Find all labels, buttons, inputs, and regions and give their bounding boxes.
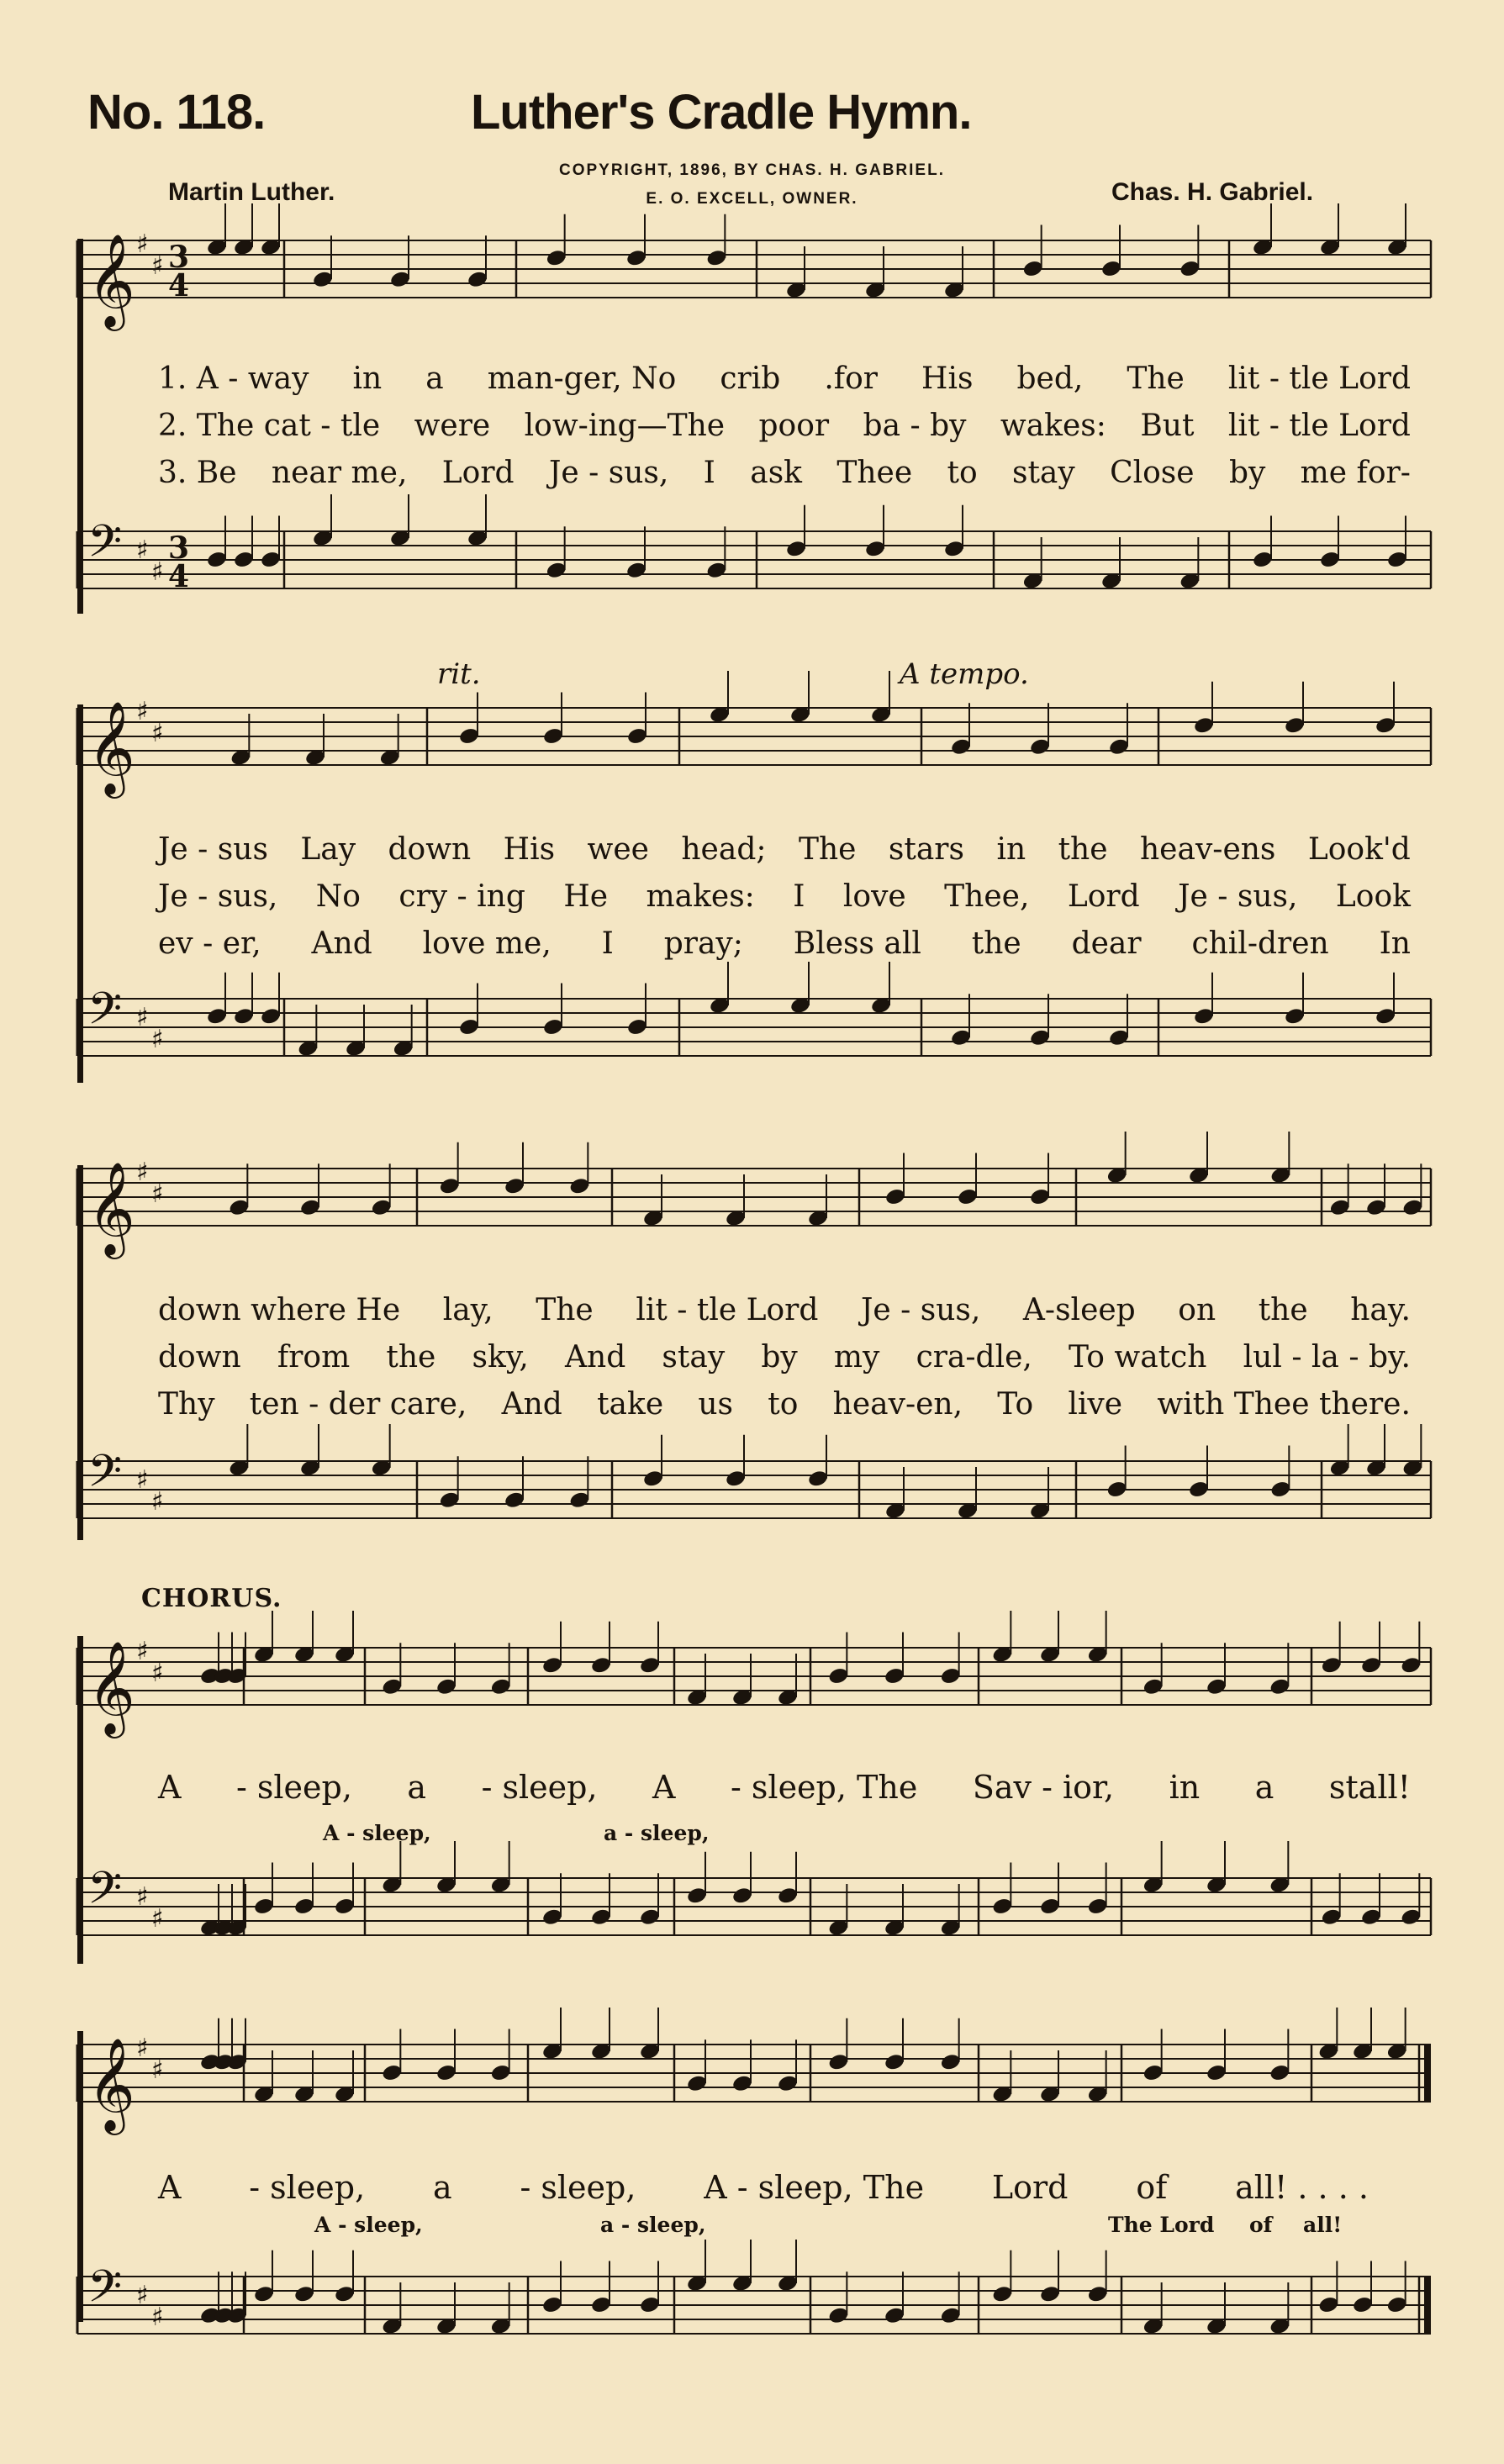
lyric-syllable: a — [425, 361, 444, 396]
treble-clef-icon: 𝄞 — [87, 1161, 135, 1255]
chorus-syllable: of — [1136, 2169, 1168, 2206]
bass-clef-icon: 𝄢 — [87, 2261, 123, 2324]
lyric-syllable: the — [386, 1340, 436, 1374]
lyric-syllable: bed, — [1016, 361, 1084, 396]
lyric-syllable: down — [158, 1340, 241, 1374]
lyric-syllable: the — [971, 926, 1021, 961]
verse-1-line-1 — [158, 361, 1411, 396]
lyric-syllable: His — [503, 832, 556, 867]
lyric-syllable: But — [1140, 409, 1195, 443]
a-tempo-mark: A tempo. — [900, 657, 1029, 691]
chorus-syllable: - sleep, — [249, 2169, 366, 2206]
time-signature-top: 3 — [168, 240, 190, 275]
verse-2-line-2 — [158, 879, 1411, 914]
lyric-syllable: In — [1379, 926, 1411, 961]
lyric-syllable: lay, — [442, 1293, 493, 1327]
lyric-syllable: To — [997, 1387, 1034, 1422]
verse-1-line-3 — [158, 1293, 1411, 1327]
sharp-icon: ♯ — [136, 1158, 149, 1187]
sharp-icon: ♯ — [136, 1465, 149, 1495]
lyric-syllable: And — [565, 1340, 626, 1374]
chorus-syllable: stall! — [1328, 1769, 1411, 1806]
lyric-syllable: the — [1058, 832, 1108, 867]
lyric-syllable: lit - tle Lord — [1227, 409, 1411, 443]
lyric-syllable: to — [947, 456, 978, 490]
lyric-syllable: down — [388, 832, 472, 867]
bass-clef-icon: 𝄢 — [87, 516, 123, 578]
sharp-icon: ♯ — [136, 697, 149, 726]
lyric-syllable: in — [996, 832, 1026, 867]
time-signature-bottom: 4 — [168, 559, 190, 594]
chorus-syllable: A — [158, 1769, 182, 1806]
hymn-number: No. 118. — [87, 85, 266, 140]
lyric-syllable: The — [1127, 361, 1185, 396]
treble-clef-icon: 𝄞 — [87, 233, 135, 327]
chorus-syllable: A — [158, 2169, 182, 2206]
sharp-icon: ♯ — [136, 536, 149, 565]
verse-3-line-2 — [158, 926, 1411, 961]
chorus-echo-2e: all! — [1303, 2213, 1343, 2237]
lyric-syllable: Thee — [836, 456, 913, 490]
lyric-syllable: love me, — [422, 926, 551, 961]
lyric-syllable: I — [601, 926, 614, 961]
chorus-echo-1a: A - sleep, — [323, 1821, 431, 1845]
lyric-syllable: the — [1258, 1293, 1308, 1327]
copyright-line: COPYRIGHT, 1896, BY CHAS. H. GABRIEL. — [558, 161, 945, 179]
lyricist: Martin Luther. — [168, 178, 335, 206]
lyric-syllable: stay — [662, 1340, 726, 1374]
chorus-syllable: all! . . . . — [1235, 2169, 1369, 2206]
sharp-icon: ♯ — [136, 2034, 149, 2063]
chorus-echo-2a: A - sleep, — [314, 2213, 423, 2237]
lyric-syllable: Bless all — [793, 926, 921, 961]
treble-clef-icon: 𝄞 — [87, 1640, 135, 1734]
verse-2-line-3 — [158, 1340, 1411, 1374]
lyric-syllable: A-sleep — [1022, 1293, 1136, 1327]
lyric-syllable: man-ger, No — [487, 361, 677, 396]
verse-2-line-1 — [158, 409, 1411, 443]
lyric-syllable: .for — [824, 361, 879, 396]
lyric-syllable: To watch — [1069, 1340, 1207, 1374]
ritardando-mark: rit. — [437, 657, 481, 691]
chorus-syllable: - sleep, — [520, 2169, 636, 2206]
verse-3-line-3 — [158, 1387, 1411, 1422]
lyric-syllable: me for- — [1300, 456, 1411, 490]
lyric-syllable: 1. A - way — [158, 361, 309, 396]
chorus-syllable: in — [1169, 1769, 1201, 1806]
lyric-syllable: Je - sus, — [548, 456, 669, 490]
lyric-syllable: pray; — [663, 926, 743, 961]
verse-3-line-1 — [158, 456, 1411, 490]
sharp-icon: ♯ — [151, 2303, 164, 2332]
chorus-syllable: Sav - ior, — [972, 1769, 1115, 1806]
lyric-syllable: chil-dren — [1191, 926, 1329, 961]
sharp-icon: ♯ — [151, 719, 164, 748]
chorus-syllable: a — [1254, 1769, 1274, 1806]
lyric-syllable: lit - tle Lord — [636, 1293, 819, 1327]
lyric-syllable: Je - sus — [158, 832, 268, 867]
lyric-syllable: low-ing—The — [524, 409, 726, 443]
sharp-icon: ♯ — [136, 2281, 149, 2310]
chorus-echo-1b: a - sleep, — [604, 1821, 710, 1845]
composer: Chas. H. Gabriel. — [1111, 178, 1314, 206]
lyric-syllable: with Thee there. — [1157, 1387, 1411, 1422]
lyric-syllable: Thy — [158, 1387, 215, 1422]
lyric-syllable: Lord — [1067, 879, 1140, 914]
bass-clef-icon: 𝄢 — [87, 984, 123, 1046]
lyric-syllable: my — [833, 1340, 880, 1374]
lyric-syllable: Je - sus, — [860, 1293, 981, 1327]
chorus-label: CHORUS. — [141, 1584, 282, 1613]
lyric-syllable: were — [414, 409, 491, 443]
hymn-title: Luther's Cradle Hymn. — [471, 85, 972, 140]
lyric-syllable: Look — [1335, 879, 1411, 914]
chorus-syllable: - sleep, — [235, 1769, 352, 1806]
chorus-syllable: A - sleep, The — [704, 2169, 925, 2206]
lyric-syllable: head; — [681, 832, 767, 867]
lyric-syllable: ba - by — [863, 409, 967, 443]
treble-clef-icon: 𝄞 — [87, 700, 135, 794]
lyric-syllable: by — [1228, 456, 1266, 490]
chorus-syllable: a — [407, 1769, 427, 1806]
lyric-syllable: poor — [758, 409, 830, 443]
lyric-syllable: The — [536, 1293, 594, 1327]
lyric-syllable: down where He — [158, 1293, 401, 1327]
lyric-syllable: heav-ens — [1139, 832, 1276, 867]
bass-clef-icon: 𝄢 — [87, 1446, 123, 1508]
lyric-syllable: stars — [888, 832, 964, 867]
sharp-icon: ♯ — [151, 1487, 164, 1517]
lyric-syllable: ev - er, — [158, 926, 261, 961]
lyric-syllable: ask — [750, 456, 802, 490]
lyric-syllable: by — [761, 1340, 798, 1374]
sharp-icon: ♯ — [151, 251, 164, 281]
verse-1-line-2 — [158, 832, 1411, 867]
lyric-syllable: Close — [1110, 456, 1195, 490]
lyric-syllable: wakes: — [1000, 409, 1106, 443]
chorus-line-2 — [158, 2169, 1369, 2206]
sharp-icon: ♯ — [136, 1637, 149, 1666]
lyric-syllable: Thee, — [944, 879, 1030, 914]
lyric-syllable: from — [277, 1340, 351, 1374]
lyric-syllable: And — [501, 1387, 562, 1422]
lyric-syllable: love — [842, 879, 906, 914]
lyric-syllable: His — [921, 361, 974, 396]
lyric-syllable: makes: — [646, 879, 755, 914]
lyric-syllable: ten - der care, — [249, 1387, 467, 1422]
lyric-syllable: Je - sus, — [158, 879, 278, 914]
lyric-syllable: lul - la - by. — [1243, 1340, 1411, 1374]
chorus-line-1 — [158, 1769, 1411, 1806]
bass-clef-icon: 𝄢 — [87, 1863, 123, 1925]
sharp-icon: ♯ — [136, 230, 149, 259]
sharp-icon: ♯ — [151, 1904, 164, 1934]
lyric-syllable: take — [597, 1387, 664, 1422]
lyric-syllable: lit - tle Lord — [1227, 361, 1411, 396]
lyric-syllable: Lay — [300, 832, 356, 867]
chorus-syllable: - sleep, The — [731, 1769, 918, 1806]
treble-clef-icon: 𝄞 — [87, 2037, 135, 2131]
lyric-syllable: us — [698, 1387, 734, 1422]
chorus-echo-2d: of — [1249, 2213, 1273, 2237]
lyric-syllable: live — [1068, 1387, 1123, 1422]
lyric-syllable: I — [703, 456, 715, 490]
lyric-syllable: wee — [587, 832, 649, 867]
time-signature-bottom: 4 — [168, 268, 190, 303]
lyric-syllable: stay — [1011, 456, 1075, 490]
copyright-owner: E. O. EXCELL, OWNER. — [646, 190, 858, 208]
lyric-syllable: heav-en, — [832, 1387, 963, 1422]
lyric-syllable: crib — [720, 361, 781, 396]
lyric-syllable: And — [311, 926, 372, 961]
lyric-syllable: in — [352, 361, 383, 396]
chorus-echo-2c: The Lord — [1108, 2213, 1215, 2237]
sharp-icon: ♯ — [151, 1659, 164, 1688]
sharp-icon: ♯ — [151, 1025, 164, 1054]
lyric-syllable: to — [768, 1387, 799, 1422]
lyric-syllable: cra-dle, — [916, 1340, 1032, 1374]
lyric-syllable: hay. — [1350, 1293, 1411, 1327]
lyric-syllable: dear — [1071, 926, 1142, 961]
lyric-syllable: Lord — [441, 456, 515, 490]
lyric-syllable: I — [793, 879, 805, 914]
sharp-icon: ♯ — [151, 1179, 164, 1209]
lyric-syllable: on — [1178, 1293, 1216, 1327]
lyric-syllable: No — [315, 879, 361, 914]
lyric-syllable: Look'd — [1307, 832, 1411, 867]
lyric-syllable: He — [563, 879, 609, 914]
chorus-syllable: a — [433, 2169, 452, 2206]
lyric-syllable: Je - sus, — [1178, 879, 1298, 914]
chorus-syllable: - sleep, — [481, 1769, 598, 1806]
chorus-syllable: Lord — [991, 2169, 1069, 2206]
lyric-syllable: sky, — [472, 1340, 529, 1374]
sharp-icon: ♯ — [151, 2055, 164, 2085]
lyric-syllable: near me, — [271, 456, 408, 490]
sharp-icon: ♯ — [151, 557, 164, 587]
lyric-syllable: cry - ing — [398, 879, 525, 914]
time-signature-top: 3 — [168, 530, 190, 566]
lyric-syllable: The — [798, 832, 857, 867]
chorus-echo-2b: a - sleep, — [600, 2213, 706, 2237]
chorus-syllable: A — [652, 1769, 676, 1806]
sharp-icon: ♯ — [136, 1882, 149, 1912]
sharp-icon: ♯ — [136, 1003, 149, 1032]
lyric-syllable: 3. Be — [158, 456, 237, 490]
lyric-syllable: 2. The cat - tle — [158, 409, 381, 443]
